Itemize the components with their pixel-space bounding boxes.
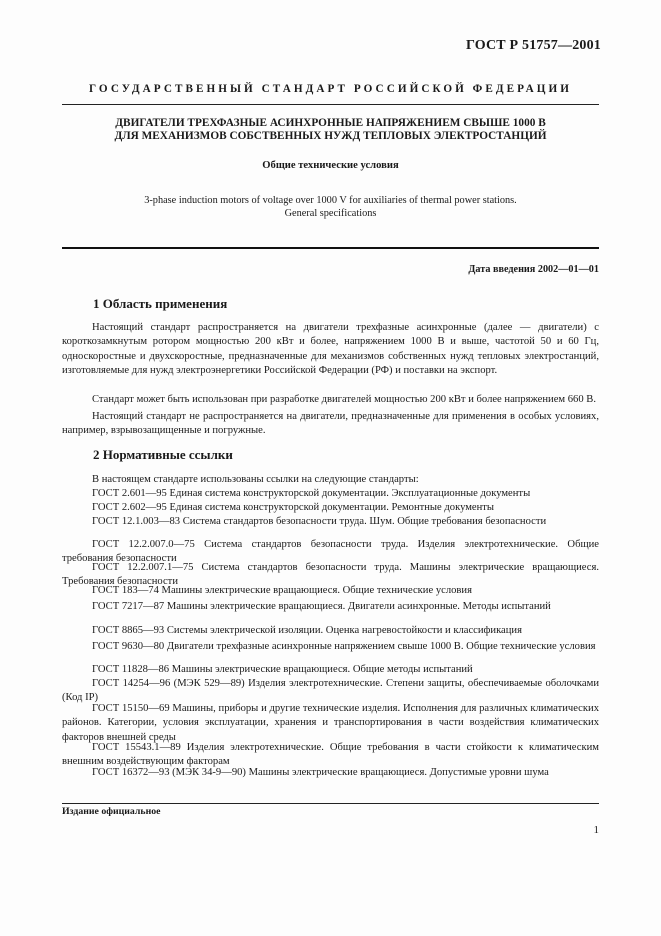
- reference-text: ГОСТ 14254—96 (МЭК 529—89) Изделия электротехнические. Степени защиты, обеспечиваемые оболочками (Код IP): [62, 678, 599, 704]
- reference-text: ГОСТ 11828—86 Машины электрические вращающиеся. Общие методы испытаний: [92, 664, 473, 675]
- section-1-paragraph-2-text: Стандарт может быть использован при разработке двигателей мощностью 200 кВт и более напряжением 660 В.: [92, 394, 597, 405]
- section-1-paragraph-2: [62, 393, 599, 407]
- document-title: [70, 117, 591, 143]
- reference-item: [62, 501, 599, 515]
- reference-text: ГОСТ 9630—80 Двигатели трехфазные асинхронные напряжением свыше 1000 В. Общие технические условия: [92, 641, 596, 652]
- title-line-1: ДВИГАТЕЛИ ТРЕХФАЗНЫЕ АСИНХРОННЫЕ НАПРЯЖЕНИЕМ СВЫШЕ 1000 В: [115, 117, 546, 129]
- footer-rule: [62, 803, 599, 804]
- reference-item: [62, 584, 599, 598]
- reference-text: ГОСТ 15543.1—89 Изделия электротехнические. Общие требования в части стойкости к климатическим внешним воздействующим факторам: [62, 742, 599, 768]
- title-rule: [62, 247, 599, 249]
- section-1-paragraph-3: [62, 410, 599, 439]
- reference-text: ГОСТ 12.2.007.0—75 Система стандартов безопасности труда. Изделия электротехнические. Общие требования безопасности: [62, 539, 599, 565]
- reference-text: ГОСТ 15150—69 Машины, приборы и другие технические изделия. Исполнения для различных климатических районов. Категории, условия эксплуатации, хранения и транспортирования в части воздействия климатических факторов внешней среды: [62, 703, 599, 743]
- introduction-date: Дата введения 2002—01—01: [468, 264, 599, 275]
- reference-text: ГОСТ 7217—87 Машины электрические вращающиеся. Двигатели асинхронные. Методы испытаний: [92, 601, 551, 612]
- title-line-2: ДЛЯ МЕХАНИЗМОВ СОБСТВЕННЫХ НУЖД ТЕПЛОВЫХ ЭЛЕКТРОСТАНЦИЙ: [114, 130, 547, 142]
- reference-item: [62, 624, 599, 638]
- reference-item: [62, 600, 599, 614]
- references-intro-text: В настоящем стандарте использованы ссылки на следующие стандарты:: [92, 474, 419, 485]
- reference-text: ГОСТ 183—74 Машины электрические вращающиеся. Общие технические условия: [92, 585, 472, 596]
- reference-text: ГОСТ 12.1.003—83 Система стандартов безопасности труда. Шум. Общие требования безопасности: [92, 516, 547, 527]
- reference-text: ГОСТ 2.601—95 Единая система конструкторской документации. Эксплуатационные документы: [92, 488, 531, 499]
- reference-item: [62, 663, 599, 677]
- section-1-paragraph-1-text: Настоящий стандарт распространяется на двигатели трехфазные асинхронные (далее — двигатели) с короткозамкнутым ротором мощностью 200 кВт и более, напряжением 1000 В и выше, частотой 50 и 60 Гц, односкоростные и двухскоростные, предназначенные для механизмов собственных нужд тепловых электростанций, изготовляемые для нужд электроэнергетики Российской Федерации (РФ) и поставки на экспорт.: [62, 322, 599, 376]
- document-code: ГОСТ Р 51757—2001: [465, 38, 601, 53]
- reference-item: [62, 702, 599, 745]
- english-title-line-1: 3-phase induction motors of voltage over 1000 V for auxiliaries of thermal power stations.: [144, 195, 517, 206]
- section-1-paragraph-3-text: Настоящий стандарт не распространяется на двигатели, предназначенные для применения в особых условиях, например, взрывозащищенные и погружные.: [62, 411, 599, 437]
- page-number: 1: [593, 824, 599, 836]
- english-title-line-2: General specifications: [284, 208, 377, 219]
- reference-text: ГОСТ 16372—93 (МЭК 34-9—90) Машины электрические вращающиеся. Допустимые уровни шума: [92, 767, 549, 778]
- state-standard-heading: ГОСУДАРСТВЕННЫЙ СТАНДАРТ РОССИЙСКОЙ ФЕДЕРАЦИИ: [89, 83, 572, 95]
- header-rule: [62, 104, 599, 105]
- reference-text: ГОСТ 8865—93 Системы электрической изоляции. Оценка нагревостойкости и классификация: [92, 625, 522, 636]
- section-1-paragraph-1: [62, 321, 599, 378]
- section-1-heading: 1 Область применения: [93, 296, 228, 311]
- reference-text: ГОСТ 12.2.007.1—75 Система стандартов безопасности труда. Машины электрические вращающиеся. Требования безопасности: [62, 562, 599, 588]
- section-2-heading: 2 Нормативные ссылки: [93, 447, 233, 462]
- english-title: [70, 194, 591, 220]
- document-subtitle: Общие технические условия: [262, 160, 399, 171]
- reference-text: ГОСТ 2.602—95 Единая система конструкторской документации. Ремонтные документы: [92, 502, 495, 513]
- reference-item: [62, 640, 599, 654]
- references-intro: [62, 473, 599, 487]
- reference-item: [62, 515, 599, 529]
- reference-item: [62, 487, 599, 501]
- reference-item: [62, 766, 599, 780]
- publication-note: Издание официальное: [62, 806, 161, 817]
